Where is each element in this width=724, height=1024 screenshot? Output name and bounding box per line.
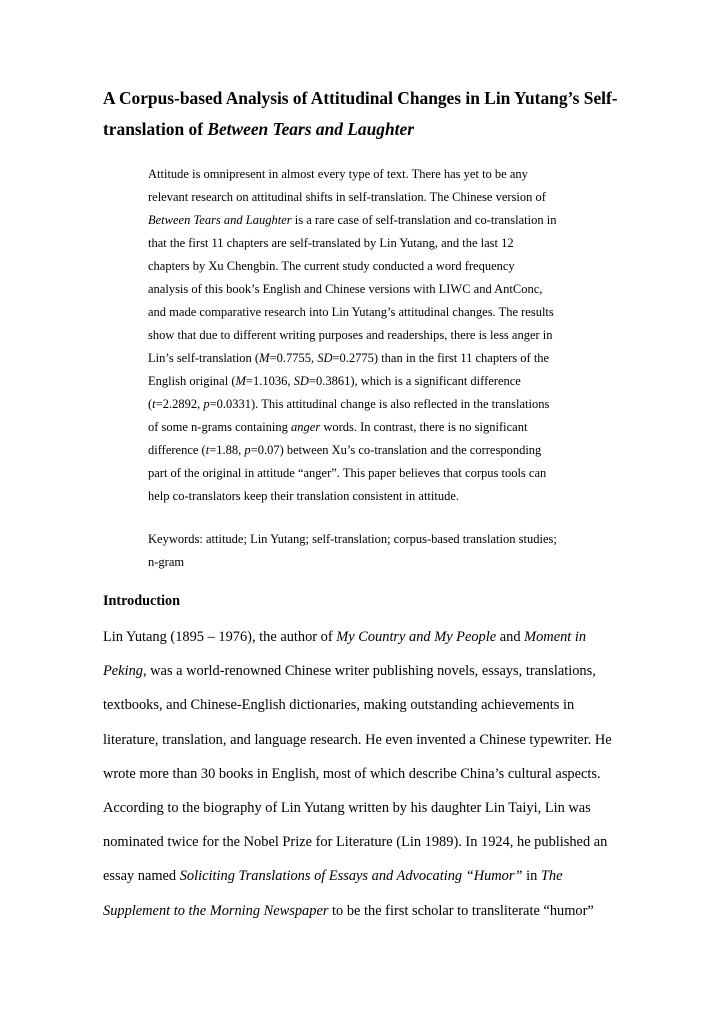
abstract-line: Lin’s self-translation (M=0.7755, SD=0.2775) than in the first 11 chapters of the (148, 351, 550, 365)
abstract-line: show that due to different writing purposes and readerships, there is less anger in (148, 328, 553, 342)
abstract-line: help co-translators keep their translation consistent in attitude. (148, 489, 460, 503)
abstract-line: that the first 11 chapters are self-translated by Lin Yutang, and the last 12 (148, 236, 514, 250)
abstract-line: relevant research on attitudinal shifts in self-translation. The Chinese version of (148, 190, 546, 204)
abstract-line: (t=2.2892, p=0.0331). This attitudinal change is also reflected in the translations (148, 397, 550, 411)
title-line-2-prefix: translation of (103, 119, 208, 139)
abstract-line: of some n-grams containing anger words. In contrast, there is no significant (148, 420, 528, 434)
keywords (148, 528, 618, 574)
body-line: wrote more than 30 books in English, most of which describe China’s cultural aspects. (103, 765, 601, 782)
abstract-line: analysis of this book’s English and Chinese versions with LIWC and AntConc, (148, 282, 543, 296)
keywords-line: n-gram (148, 555, 185, 569)
section-heading-introduction: Introduction (103, 593, 180, 609)
paper-title (103, 83, 633, 145)
body-line: literature, translation, and language research. He even invented a Chinese typewriter. He (103, 731, 612, 748)
title-line-1: A Corpus-based Analysis of Attitudinal Changes in Lin Yutang’s Self- (103, 88, 618, 108)
title-book-name: Between Tears and Laughter (207, 119, 414, 139)
body-line: Lin Yutang (1895 – 1976), the author of My Country and My People and Moment in (103, 629, 587, 645)
introduction-body (103, 620, 628, 928)
abstract-line: Between Tears and Laughter is a rare case of self-translation and co-translation in (148, 213, 557, 227)
abstract-book-name: Between Tears and Laughter (148, 213, 292, 227)
keywords-line: Keywords: attitude; Lin Yutang; self-translation; corpus-based translation studies; (148, 532, 557, 546)
abstract-line: difference (t=1.88, p=0.07) between Xu’s co-translation and the corresponding (148, 443, 542, 457)
body-line: Supplement to the Morning Newspaper to be the first scholar to transliterate “humor” (103, 902, 594, 919)
abstract-line: English original (M=1.1036, SD=0.3861), which is a significant difference (148, 374, 521, 388)
abstract-line: part of the original in attitude “anger”. This paper believes that corpus tools can (148, 466, 547, 480)
abstract-line: Attitude is omnipresent in almost every type of text. There has yet to be any (148, 167, 528, 181)
body-line: nominated twice for the Nobel Prize for Literature (Lin 1989). In 1924, he published an (103, 834, 608, 851)
body-line: essay named Soliciting Translations of Essays and Advocating “Humor” in The (103, 868, 563, 885)
abstract-line: and made comparative research into Lin Yutang’s attitudinal changes. The results (148, 305, 554, 319)
body-line: According to the biography of Lin Yutang written by his daughter Lin Taiyi, Lin was (103, 800, 591, 817)
abstract-line: chapters by Xu Chengbin. The current study conducted a word frequency (148, 259, 515, 273)
body-line: Peking, was a world-renowned Chinese writer publishing novels, essays, translations, (103, 663, 596, 680)
abstract (148, 163, 618, 508)
body-line: textbooks, and Chinese-English dictionaries, making outstanding achievements in (103, 697, 575, 714)
